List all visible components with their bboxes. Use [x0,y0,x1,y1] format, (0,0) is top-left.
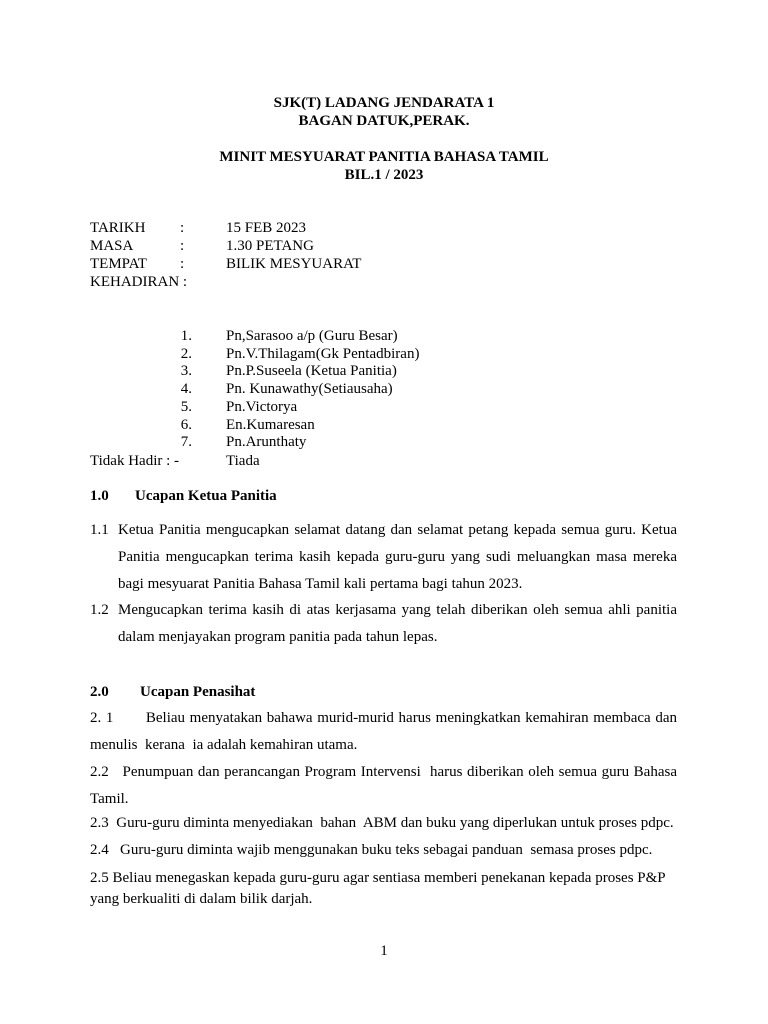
attendee-name: Pn. Kunawathy(Setiausaha) [226,381,393,397]
attendee-number: 6. [180,417,192,433]
absent-value: Tiada [226,453,260,469]
attendee-number: 4. [180,381,192,397]
item-number: 1.2 [90,602,109,618]
tempat-value: BILIK MESYUARAT [226,256,362,272]
tarikh-value: 15 FEB 2023 [226,220,307,236]
attendee-number: 1. [180,328,192,344]
attendee-name: Pn.Arunthaty [226,434,307,450]
school-location: BAGAN DATUK,PERAK. [298,113,470,129]
school-name: SJK(T) LADANG JENDARATA 1 [273,95,495,111]
section-1-number: 1.0 [90,488,109,504]
tarikh-label: TARIKH [90,220,146,236]
page-number: 1 [380,943,388,959]
attendee-number: 2. [180,346,192,362]
item-2-5: 2.5 Beliau menegaskan kepada guru-guru agar sentiasa memberi penekanan kepada proses P&P yang berkualiti di dalam bilik darjah. [90,870,666,907]
item-text: Ketua Panitia mengucapkan selamat datang dan selamat petang kepada semua guru. Ketua Panitia mengucapkan terima kasih kepada guru-guru yang sudi meluangkan masa mereka bagi mesyuarat Panitia Bahasa Tamil kali pertama bagi tahun 2023. [118,522,677,592]
attendee-name: Pn.Victorya [226,399,298,415]
item-2-2: 2.2 Penumpuan dan perancangan Program Intervensi harus diberikan oleh semua guru Bahasa Tamil. [90,764,681,807]
attendee-number: 3. [180,363,192,379]
section-2-number: 2.0 [90,684,109,700]
section-2-title: Ucapan Penasihat [140,684,256,700]
tarikh-colon: : [180,220,185,236]
kehadiran-label: KEHADIRAN : [90,274,188,290]
item-2-4: 2.4 Guru-guru diminta wajib menggunakan buku teks sebagai panduan semasa proses pdpc. [90,842,653,858]
absent-label: Tidak Hadir : - [90,453,180,469]
attendee-name: Pn.V.Thilagam(Gk Pentadbiran) [226,346,420,362]
attendee-name: En.Kumaresan [226,417,315,433]
masa-value: 1.30 PETANG [226,238,314,254]
section-1-title: Ucapan Ketua Panitia [135,488,277,504]
attendee-name: Pn,Sarasoo a/p (Guru Besar) [226,328,398,344]
tempat-label: TEMPAT [90,256,147,272]
item-number: 1.1 [90,522,109,538]
masa-colon: : [180,238,185,254]
item-2-3: 2.3 Guru-guru diminta menyediakan bahan ABM dan buku yang diperlukan untuk proses pdpc. [90,815,674,831]
attendee-name: Pn.P.Suseela (Ketua Panitia) [226,363,397,379]
item-2-1: 2. 1 Beliau menyatakan bahawa murid-murid harus meningkatkan kemahiran membaca dan menulis kerana ia adalah kemahiran utama. [90,710,681,753]
item-1-2 [90,597,677,651]
document-title: MINIT MESYUARAT PANITIA BAHASA TAMIL [219,149,549,165]
attendee-number: 5. [180,399,192,415]
item-text: Mengucapkan terima kasih di atas kerjasama yang telah diberikan oleh semua ahli panitia dalam menjayakan program panitia pada tahun lepas. [118,602,677,645]
masa-label: MASA [90,238,134,254]
attendee-number: 7. [180,434,192,450]
item-1-1 [90,517,677,598]
meeting-number: BIL.1 / 2023 [344,167,424,183]
tempat-colon: : [180,256,185,272]
